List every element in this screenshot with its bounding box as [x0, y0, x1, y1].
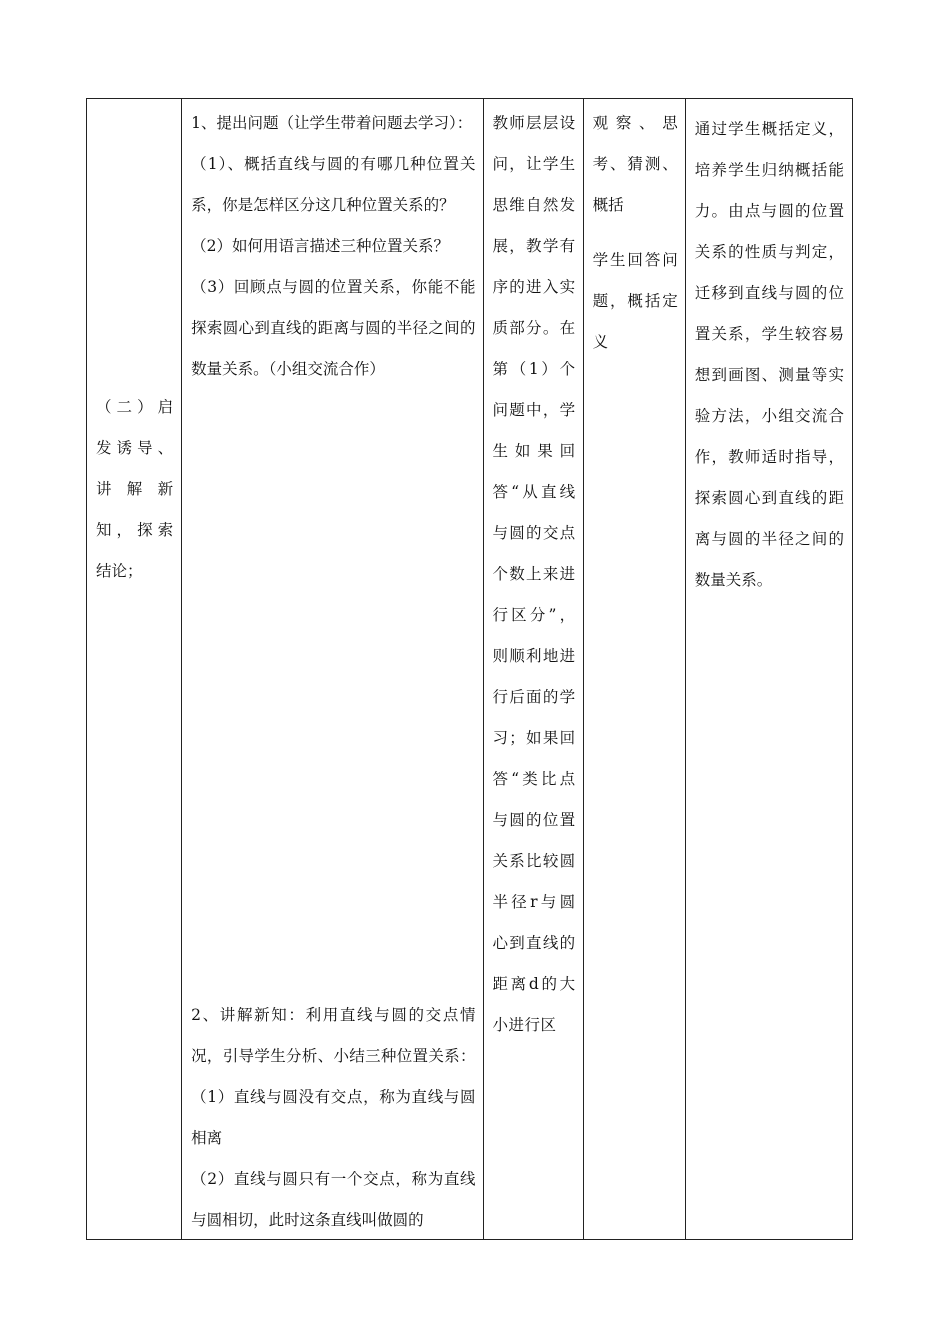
table-row: [87, 99, 853, 1240]
student-activity: [584, 99, 685, 363]
student-activity-line: 观察、思考、猜测、概括: [592, 114, 678, 214]
stage-cell: [87, 99, 182, 1240]
student-activity-line: 学生回答问题，概括定义: [592, 251, 678, 351]
teacher-activity-text: 教师层层设问，让学生思维自然发展，教学有序的进入实质部分。在第（1）个问题中，学生如果回答“从直线与圆的交点个数上来进行区分”，则顺利地进行后面的学习；如果回答“类比点与圆的位置关系比较圆半径r与圆心到直线的距离d的大小进行区: [492, 114, 576, 1034]
content-paragraph: （2）如何用语言描述三种位置关系？: [191, 237, 449, 255]
content-paragraph: 2、讲解新知：利用直线与圆的交点情况，引导学生分析、小结三种位置关系：（1）直线与圆没有交点，称为直线与圆相离: [191, 1006, 476, 1147]
content-paragraph: （2）直线与圆只有一个交点，称为直线与圆相切，此时这条直线叫做圆的: [191, 1170, 476, 1229]
design-intent-text: 通过学生概括定义，培养学生归纳概括能力。由点与圆的位置关系的性质与判定，迁移到直线与圆的位置关系，学生较容易想到画图、测量等实验方法，小组交流合作，教师适时指导，探索圆心到直线的距离与圆的半径之间的数量关系。: [694, 120, 844, 589]
content-cell: [182, 99, 483, 1240]
stage-label: （二）启发诱导、讲解新知，探索结论；: [96, 397, 174, 580]
student-activity-cell: [583, 99, 685, 1240]
content-paragraph: （3）回顾点与圆的位置关系，你能不能探索圆心到直线的距离与圆的半径之间的数量关系。（小组交流合作）: [191, 278, 476, 378]
content-new-knowledge: [182, 991, 482, 1241]
content-questions: [182, 99, 482, 390]
teacher-activity-cell: [483, 99, 583, 1240]
content-paragraph: （1）、概括直线与圆的有哪几种位置关系，你是怎样区分这几种位置关系的？: [191, 155, 476, 214]
lesson-plan-table: [86, 98, 853, 1240]
design-intent-cell: [685, 99, 852, 1240]
content-paragraph: 1、提出问题（让学生带着问题去学习）：: [191, 114, 473, 132]
